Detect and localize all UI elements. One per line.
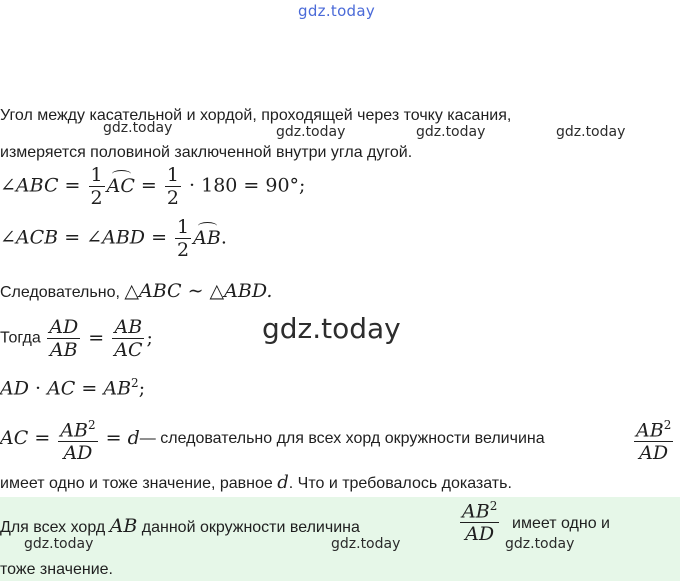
watermark: gdz.today — [331, 536, 401, 552]
text-line: имеет одно и тоже значение, равное d. Что и требовалось доказать. — [0, 472, 512, 493]
watermark: gdz.today — [556, 124, 626, 140]
answer-line: тоже значение. — [0, 561, 113, 578]
watermark-top: gdz.today — [298, 2, 376, 20]
watermark: gdz.today — [416, 124, 486, 140]
answer-line: Для всех хорд AB данной окружности величина — [0, 515, 360, 537]
equation-angle-acb: ∠ACB = ∠ABD = $\frac{1}{2}$ AB. — [0, 216, 227, 261]
conclusion-line — [0, 280, 272, 302]
equation-d-line: AC = $\frac{AB^2}{AD}$ = d— следовательно для всех хорд окружности величина — [0, 418, 545, 465]
text-segment: имеет одно и тоже значение, равное — [0, 475, 278, 492]
equation-angle-abc: ∠ABC = $\frac{1}{2}$ AC = $\frac{1}{2}$ · 180 = 90°; — [0, 164, 306, 209]
watermark: gdz.today — [24, 536, 94, 552]
text-line: — следовательно для всех хорд окружности величина — [139, 430, 545, 448]
watermark-large: gdz.today — [262, 312, 401, 345]
watermark: gdz.today — [276, 124, 346, 140]
text-segment: . Что и требовалось доказать. — [288, 475, 512, 492]
fraction-ab2-ad: $\frac{AB^2}{AD}$ — [636, 418, 672, 465]
fraction-ab2-ad: $\frac{AB^2}{AD}$ — [462, 499, 498, 546]
conclusion-label: Следовательно, — [0, 284, 125, 301]
text-segment: имеет одно и — [512, 515, 610, 532]
then-line: Тогда $\frac{AD}{AB}$ = $\frac{AB}{AC}$ ; — [0, 316, 153, 361]
watermark: gdz.today — [505, 536, 575, 552]
text-line: Угол между касательной и хордой, проходящей через точку касания, — [0, 107, 512, 124]
text-line: измеряется половиной заключенной внутри угла дугой. — [0, 144, 413, 161]
then-label: Тогда — [0, 329, 41, 347]
similarity-expr: △ABC ∼ △ABD. — [124, 280, 273, 302]
text-segment: данной окружности величина — [137, 519, 360, 536]
equation-product: AD · AC = $AB^2$; — [0, 376, 146, 400]
watermark: gdz.today — [103, 120, 173, 136]
text-segment: Для всех хорд — [0, 519, 110, 536]
